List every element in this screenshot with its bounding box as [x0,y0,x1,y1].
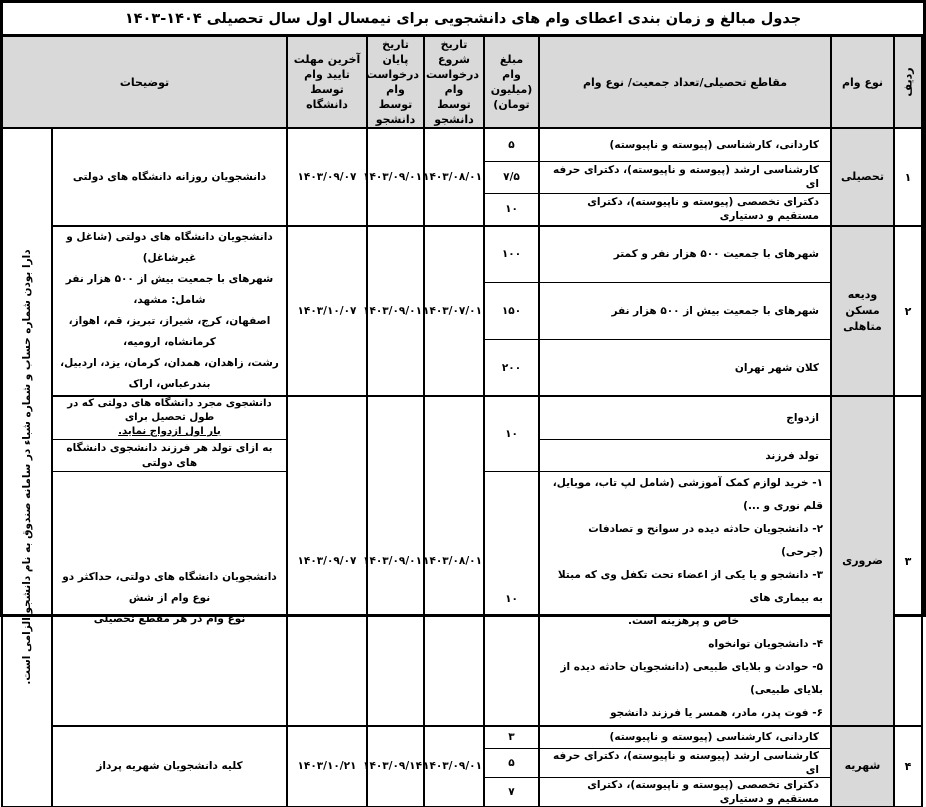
notes-cell [52,396,287,440]
header-start-date: تاریخ شروع درخواست وام توسط دانشجو [424,37,484,129]
header-end-date: تاریخ پایان درخواست وام توسط دانشجو [367,37,424,129]
page-title: جدول مبالغ و زمان بندی اعطای وام های دانشجویی برای نیمسال اول سال تحصیلی ۱۴۰۴-۱۴۰۳ [3,3,923,36]
loan-type-cell: تحصیلی [831,128,894,226]
amount-cell: ۱۰ [484,193,539,226]
list-item: ۳- دانشجو و یا یکی از اعضاء تحت تکفل وی که مبتلا به بیماری های [557,569,823,604]
loan-type-cell: شهریه [831,726,894,806]
amount-cell: ۳ [484,726,539,748]
notes-cell [52,226,287,396]
table-row [2,128,922,161]
loan-type-cell: ضروری [831,396,894,726]
header-amount: مبلغ وام (میلیون تومان) [484,37,539,129]
level-cell: ازدواج [539,396,831,440]
notes-line: اصفهان، کرج، شیراز، تبریز، قم، اهواز، کرمانشاه، ارومیه، [68,315,271,348]
table-row [2,396,922,440]
notes-cell: کلیه دانشجویان شهریه پرداز [52,726,287,806]
notes-cell [52,472,287,727]
notes-cell: دانشجویان روزانه دانشگاه های دولتی [52,128,287,226]
end-date-cell: ۱۴۰۳/۰۹/۰۱ [367,128,424,226]
notes-line-underlined: بار اول ازدواج نماید. [118,426,221,437]
amount-cell: ۲۰۰ [484,340,539,396]
deadline-cell: ۱۴۰۳/۱۰/۲۱ [287,726,367,806]
row-number-cell: ۳ [894,396,922,726]
deadline-cell: ۱۴۰۳/۰۹/۰۷ [287,396,367,726]
notes-line: رشت، زاهدان، همدان، کرمان، یزد، اردبیل، بندرعباس، اراک [60,357,279,390]
amount-cell: ۱۰ [484,472,539,727]
level-cell: کاردانی، کارشناسی (پیوسته و ناپیوسته) [539,128,831,161]
notes-line: شهرهای با جمعیت بیش از ۵۰۰ هزار نفر شامل: مشهد، [65,273,274,306]
notes-line: دانشجویان دانشگاه های دولتی، حداکثر دو نوع وام از شش [62,571,277,604]
side-note-cell [2,128,52,806]
header-row [2,37,922,129]
deadline-cell: ۱۴۰۳/۱۰/۰۷ [287,226,367,396]
loan-type-cell: ودیعه مسکن متاهلی [831,226,894,396]
row-number-cell: ۱ [894,128,922,226]
list-item: ۶- فوت پدر، مادر، همسر یا فرزند دانشجو [610,707,823,719]
amount-cell: ۱۵۰ [484,282,539,340]
emergency-loan-list-cell [539,472,831,727]
side-note-vertical-text: دارا بودن شماره حساب و شماره شباء در سامانه صندوق به نام دانشجو الزامی است. [20,249,33,685]
loan-schedule-table [1,36,923,807]
header-notes: توضیحات [2,37,287,129]
level-cell: شهرهای با جمعیت بیش از ۵۰۰ هزار نفر [539,282,831,340]
notes-line: دانشجوی مجرد دانشگاه های دولتی که در طول تحصیل برای [67,398,272,423]
deadline-cell: ۱۴۰۳/۰۹/۰۷ [287,128,367,226]
end-date-cell: ۱۴۰۳/۰۹/۰۱ [367,226,424,396]
end-date-cell: ۱۴۰۳/۰۹/۰۱ [367,396,424,726]
level-cell: کارشناسی ارشد (پیوسته و ناپیوسته)، دکترای حرفه ای [539,748,831,777]
list-item: ۴- دانشجویان توانخواه [708,638,823,650]
header-levels: مقاطع تحصیلی/تعداد جمعیت/ نوع وام [539,37,831,129]
start-date-cell: ۱۴۰۳/۰۸/۰۱ [424,128,484,226]
amount-cell: ۷ [484,777,539,806]
table-row [2,226,922,282]
notes-cell: به ازای تولد هر فرزند دانشجوی دانشگاه های دولتی [52,440,287,472]
level-cell: کارشناسی ارشد (پیوسته و ناپیوسته)، دکترای حرفه ای [539,161,831,193]
row-number-cell: ۲ [894,226,922,396]
list-item-continuation: خاص و پرهزینه است. [627,615,740,627]
header-row-no [894,37,922,129]
list-item: ۲- دانشجویان حادثه دیده در سوانح و تصادفات (جرحی) [588,523,823,558]
level-cell: کلان شهر تهران [539,340,831,396]
level-cell: دکترای تخصصی (پیوسته و ناپیوسته)، دکترای مستقیم و دستیاری [539,193,831,226]
start-date-cell: ۱۴۰۳/۰۸/۰۱ [424,396,484,726]
amount-cell: ۱۰ [484,396,539,472]
level-cell: تولد فرزند [539,440,831,472]
list-item: ۱- خرید لوازم کمک آموزشی (شامل لپ تاب، موبایل، قلم نوری و ...) [552,477,823,512]
header-approval-deadline: آخرین مهلت تایید وام توسط دانشگاه [287,37,367,129]
header-row-no-label: ردیف [901,67,915,97]
level-cell: دکترای تخصصی (پیوسته و ناپیوسته)، دکترای مستقیم و دستیاری [539,777,831,806]
amount-cell: ۷/۵ [484,161,539,193]
end-date-cell: ۱۴۰۳/۰۹/۱۴ [367,726,424,806]
level-cell: شهرهای با جمعیت ۵۰۰ هزار نفر و کمتر [539,226,831,282]
notes-line: نوع وام در هر مقطع تحصیلی [93,613,246,625]
notes-line: دانشجویان دانشگاه های دولتی (شاغل و غیرشاغل) [66,231,273,264]
header-loan-type: نوع وام [831,37,894,129]
amount-cell: ۵ [484,128,539,161]
start-date-cell: ۱۴۰۳/۰۹/۰۱ [424,726,484,806]
row-number-cell: ۴ [894,726,922,806]
table-row [2,726,922,748]
amount-cell: ۱۰۰ [484,226,539,282]
amount-cell: ۵ [484,748,539,777]
start-date-cell: ۱۴۰۳/۰۷/۰۱ [424,226,484,396]
level-cell: کاردانی، کارشناسی (پیوسته و ناپیوسته) [539,726,831,748]
list-item: ۵- حوادث و بلایای طبیعی (دانشجویان حادثه دیده از بلایای طبیعی) [560,661,823,696]
